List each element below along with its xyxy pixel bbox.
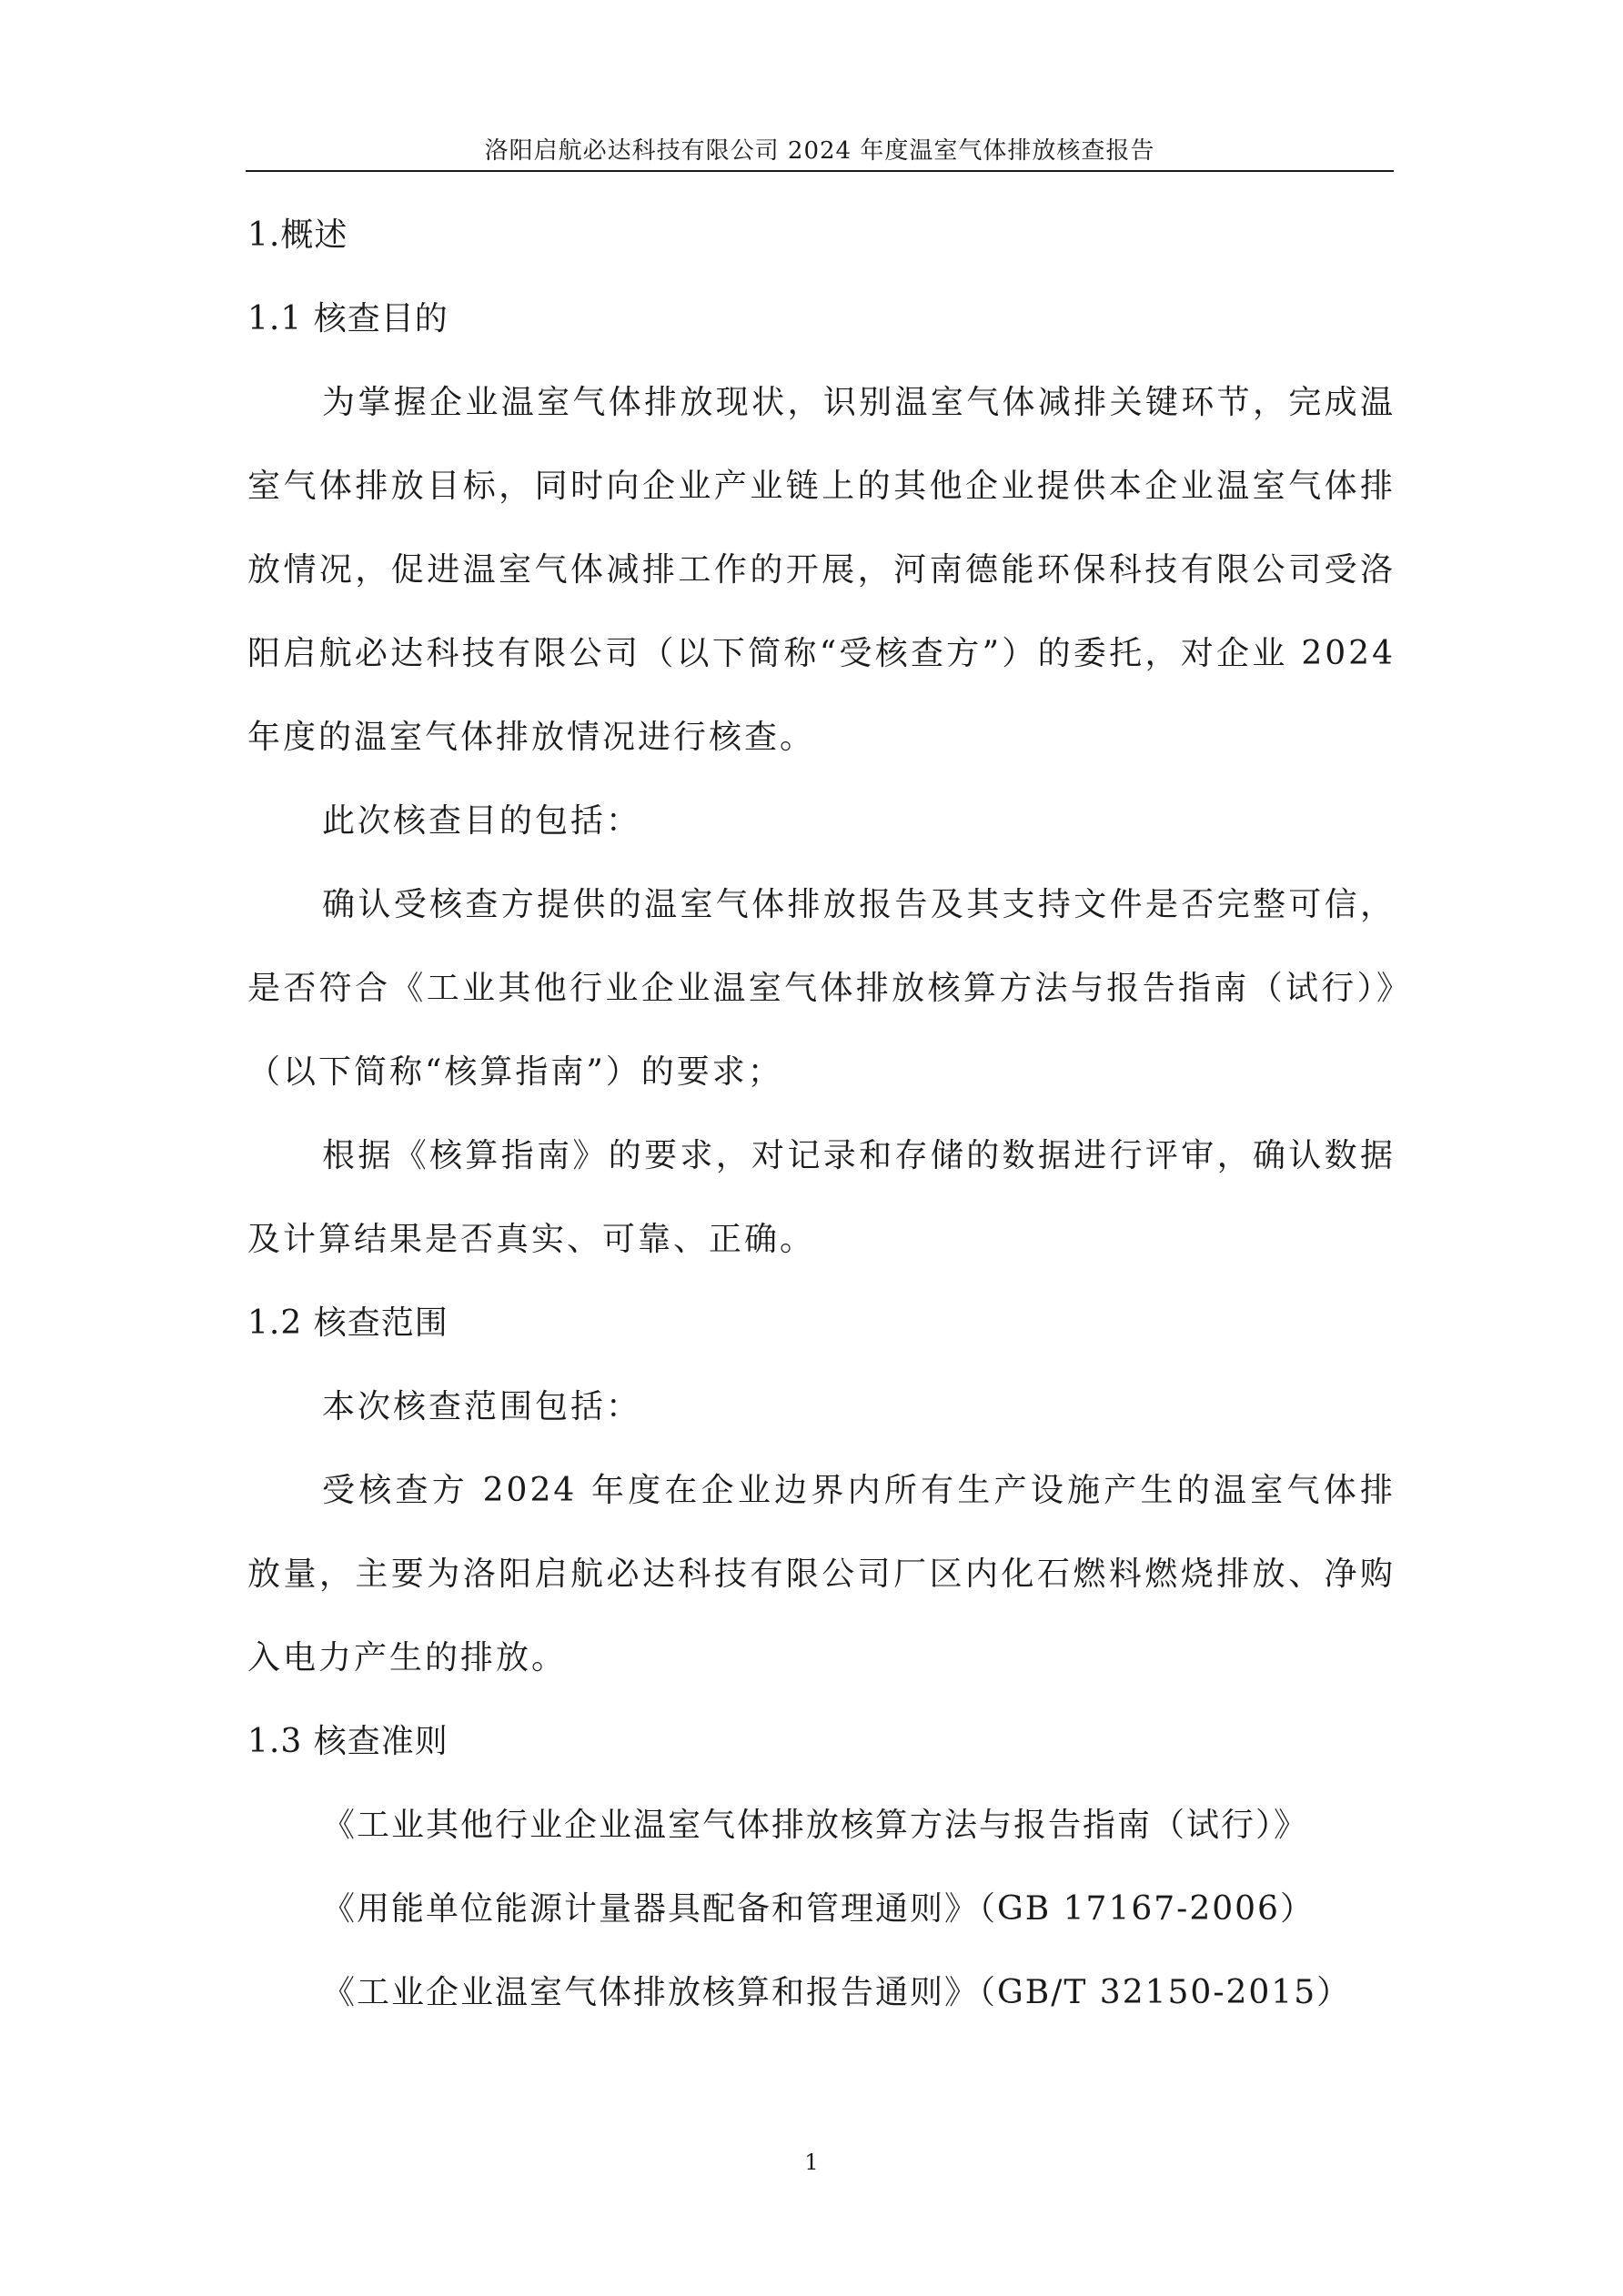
section-1-2-paragraph-1: 本次核查范围包括： [322, 1388, 642, 1425]
header-divider [246, 170, 1394, 172]
page-header: 洛阳启航必达科技有限公司 2024 年度温室气体排放核查报告 [484, 137, 1155, 165]
section-1-1-paragraph-2: 此次核查目的包括： [322, 802, 642, 840]
standard-item-1: 《工业其他行业企业温室气体排放核算方法与报告指南（试行）》 [322, 1807, 1309, 1844]
section-1-2-paragraph-2: 受核查方 2024 年度在企业边界内所有生产设施产生的温室气体排放量，主要为洛阳启航必达科技有限公司厂区内化石燃料燃烧排放、净购入电力产生的排放。 [247, 1472, 1396, 1677]
section-1-1-paragraph-1: 为掌握企业温室气体排放现状，识别温室气体减排关键环节，完成温室气体排放目标，同时向企业产业链上的其他企业提供本企业温室气体排放情况，促进温室气体减排工作的开展，河南德能环保科技有限公司受洛阳启航必达科技有限公司（以下简称“受核查方”）的委托，对企业 2024 年度的温室气体排放情况进行核查。 [247, 384, 1396, 756]
section-1-1-title: 1.1 核查目的 [247, 300, 449, 337]
section-1-1-paragraph-4: 根据《核算指南》的要求，对记录和存储的数据进行评审，确认数据及计算结果是否真实、可靠、正确。 [247, 1137, 1396, 1258]
section-1-3-title: 1.3 核查准则 [247, 1723, 449, 1760]
section-1-1-paragraph-3: 确认受核查方提供的温室气体排放报告及其支持文件是否完整可信，是否符合《工业其他行业企业温室气体排放核算方法与报告指南（试行）》（以下简称“核算指南”）的要求； [247, 886, 1396, 1091]
section-1-title: 1.概述 [247, 217, 348, 254]
standard-item-2: 《用能单位能源计量器具配备和管理通则》（GB 17167-2006） [322, 1890, 1315, 1928]
standard-item-3: 《工业企业温室气体排放核算和报告通则》（GB/T 32150-2015） [322, 1974, 1352, 2011]
page-number: 1 [804, 2150, 819, 2175]
document-body [247, 214, 1396, 2015]
section-1-2-title: 1.2 核查范围 [247, 1304, 449, 1342]
